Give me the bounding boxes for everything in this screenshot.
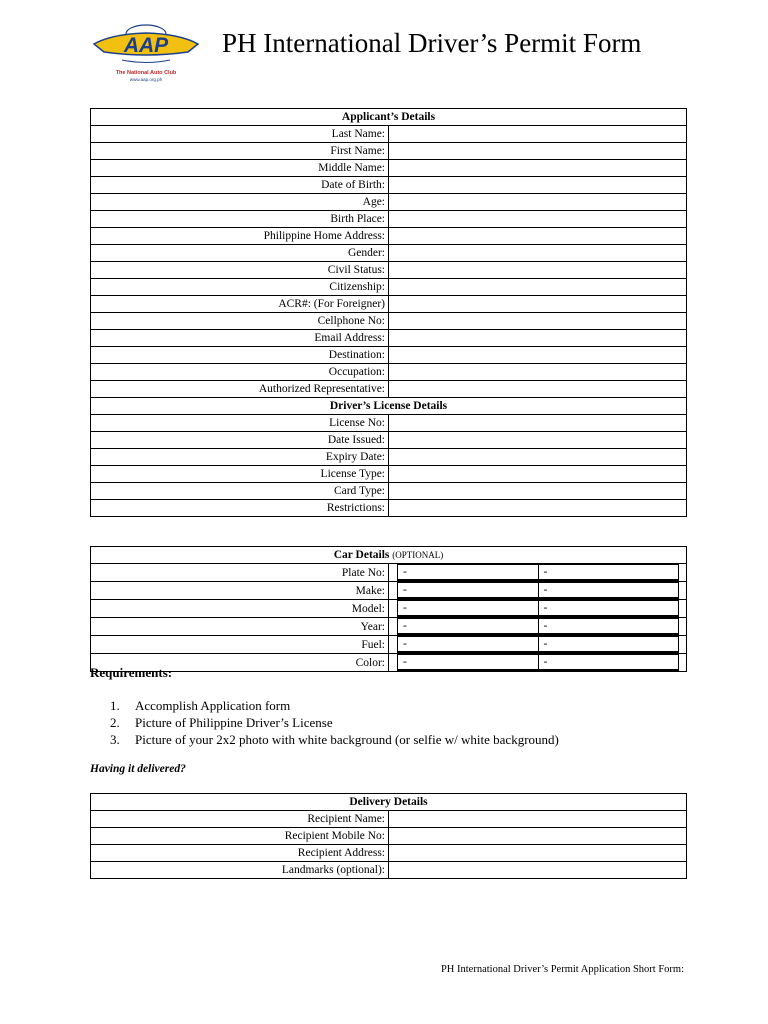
field-input[interactable] [389, 432, 687, 449]
car-field-input[interactable]: - [538, 637, 679, 653]
field-label: First Name: [91, 143, 389, 160]
field-input[interactable] [389, 143, 687, 160]
field-input[interactable] [389, 449, 687, 466]
field-label: ACR#: (For Foreigner) [91, 296, 389, 313]
svg-text:AAP: AAP [123, 34, 169, 57]
car-field-input[interactable]: - [398, 601, 539, 617]
form-row [91, 347, 687, 364]
car-details-table [90, 546, 687, 672]
field-label: Citizenship: [91, 279, 389, 296]
field-label: Recipient Name: [91, 811, 389, 828]
field-input[interactable] [389, 211, 687, 228]
field-input[interactable] [389, 862, 687, 879]
form-row [91, 364, 687, 381]
car-field-input[interactable]: - [538, 655, 679, 671]
form-row [91, 618, 687, 636]
requirement-number: 3. [110, 732, 120, 747]
page-footer: PH International Driver’s Permit Application Short Form: [440, 964, 684, 975]
field-input[interactable] [389, 636, 687, 654]
form-row [91, 636, 687, 654]
form-row [91, 828, 687, 845]
field-label: Last Name: [91, 126, 389, 143]
field-input[interactable] [389, 364, 687, 381]
field-input[interactable] [389, 415, 687, 432]
field-label: Landmarks (optional): [91, 862, 389, 879]
section-heading-text: Applicant’s Details [341, 111, 436, 123]
section-heading-text: Driver’s License Details [329, 400, 448, 412]
field-label: Email Address: [91, 330, 389, 347]
field-input[interactable] [389, 381, 687, 398]
section-heading [91, 109, 687, 126]
field-label: Occupation: [91, 364, 389, 381]
field-input[interactable] [389, 347, 687, 364]
form-row [91, 811, 687, 828]
requirement-text: Accomplish Application form [135, 698, 291, 713]
form-row [91, 654, 687, 672]
form-row [91, 211, 687, 228]
field-input[interactable] [389, 500, 687, 517]
form-row [91, 126, 687, 143]
field-input[interactable] [389, 811, 687, 828]
form-row [91, 228, 687, 245]
page-title: PH International Driver’s Permit Form [222, 28, 642, 58]
field-label: Model: [91, 600, 389, 618]
form-row [91, 143, 687, 160]
logo-tagline: The National Auto Club [115, 70, 177, 76]
section-heading [91, 547, 687, 564]
field-label: Authorized Representative: [91, 381, 389, 398]
logo-url: www.aap.org.ph [129, 77, 163, 82]
section-heading-text: Delivery Details [349, 796, 428, 808]
section-heading [91, 398, 687, 415]
field-input[interactable] [389, 618, 687, 636]
form-row [91, 279, 687, 296]
field-input[interactable] [389, 262, 687, 279]
form-row [91, 432, 687, 449]
field-input[interactable] [389, 845, 687, 862]
field-input[interactable] [389, 654, 687, 672]
field-input[interactable] [389, 582, 687, 600]
field-label: Middle Name: [91, 160, 389, 177]
field-label: Birth Place: [91, 211, 389, 228]
field-label: Cellphone No: [91, 313, 389, 330]
requirement-number: 1. [110, 698, 120, 713]
field-label: Make: [91, 582, 389, 600]
field-input[interactable] [389, 600, 687, 618]
form-row [91, 500, 687, 517]
form-row [91, 160, 687, 177]
field-input[interactable] [389, 483, 687, 500]
field-input[interactable] [389, 466, 687, 483]
form-row [91, 330, 687, 347]
field-input[interactable] [389, 126, 687, 143]
field-input[interactable] [389, 828, 687, 845]
car-field-input[interactable]: - [538, 601, 679, 617]
aap-logo-emblem [92, 20, 200, 70]
field-label: Age: [91, 194, 389, 211]
field-input[interactable] [389, 228, 687, 245]
form-row [91, 194, 687, 211]
car-field-input[interactable]: - [538, 619, 679, 635]
form-row [91, 564, 687, 582]
field-input[interactable] [389, 279, 687, 296]
optional-note: (OPTIONAL) [392, 550, 444, 560]
field-input[interactable] [389, 177, 687, 194]
form-row [91, 262, 687, 279]
form-row [91, 449, 687, 466]
car-field-input[interactable]: - [398, 565, 539, 581]
form-row [91, 862, 687, 879]
requirement-number: 2. [110, 715, 120, 730]
requirements-title: Requirements: [90, 665, 173, 680]
field-input[interactable] [389, 330, 687, 347]
form-row [91, 381, 687, 398]
field-label: Expiry Date: [91, 449, 389, 466]
car-field-input[interactable]: - [538, 565, 679, 581]
form-row [91, 466, 687, 483]
field-label: Destination: [91, 347, 389, 364]
car-field-input[interactable]: - [538, 583, 679, 599]
field-input[interactable] [389, 296, 687, 313]
car-field-input[interactable]: - [398, 655, 539, 671]
requirement-text: Picture of your 2x2 photo with white background (or selfie w/ white background) [135, 732, 559, 747]
requirement-item [110, 697, 559, 714]
field-input[interactable] [389, 160, 687, 177]
form-row [91, 245, 687, 262]
form-row [91, 296, 687, 313]
field-input[interactable] [389, 564, 687, 582]
field-label: Philippine Home Address: [91, 228, 389, 245]
aap-logo [92, 20, 200, 92]
form-row [91, 177, 687, 194]
field-label: Civil Status: [91, 262, 389, 279]
field-label: Recipient Address: [91, 845, 389, 862]
form-row [91, 415, 687, 432]
requirement-text: Picture of Philippine Driver’s License [135, 715, 333, 730]
requirement-item [110, 731, 559, 748]
form-row [91, 600, 687, 618]
delivery-details-table [90, 793, 687, 879]
field-label: Year: [91, 618, 389, 636]
section-heading-text: Car Details [333, 549, 390, 561]
form-row [91, 483, 687, 500]
field-label: License No: [91, 415, 389, 432]
field-label: Recipient Mobile No: [91, 828, 389, 845]
field-input[interactable] [389, 313, 687, 330]
field-label: Color: [91, 654, 389, 672]
field-label: Restrictions: [91, 500, 389, 517]
car-field-input[interactable]: - [398, 637, 539, 653]
field-label: Fuel: [91, 636, 389, 654]
field-label: Date of Birth: [91, 177, 389, 194]
section-heading [91, 794, 687, 811]
form-row [91, 582, 687, 600]
field-label: Card Type: [91, 483, 389, 500]
form-row [91, 313, 687, 330]
requirement-item [110, 714, 559, 731]
field-input[interactable] [389, 245, 687, 262]
car-field-input[interactable]: - [398, 619, 539, 635]
field-label: Date Issued: [91, 432, 389, 449]
delivery-question: Having it delivered? [90, 763, 186, 775]
applicant-details-table [90, 108, 687, 517]
field-label: Plate No: [91, 564, 389, 582]
field-label: Gender: [91, 245, 389, 262]
requirements-list [110, 697, 559, 748]
form-row [91, 845, 687, 862]
car-field-input[interactable]: - [398, 583, 539, 599]
field-input[interactable] [389, 194, 687, 211]
field-label: License Type: [91, 466, 389, 483]
